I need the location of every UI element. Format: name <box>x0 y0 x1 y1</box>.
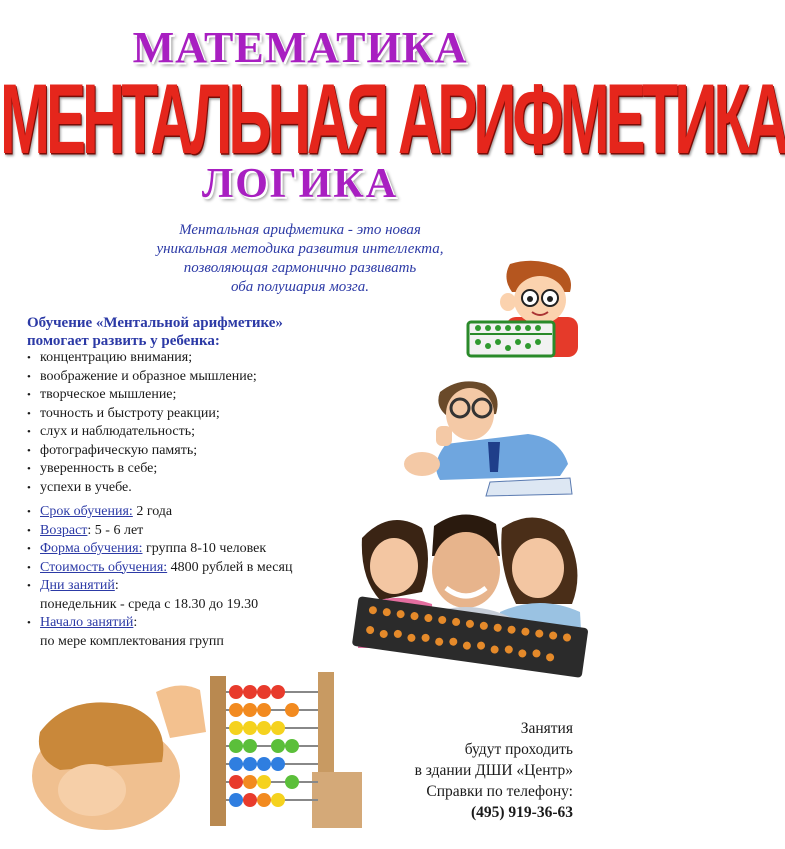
skills-heading-line1: Обучение «Ментальной арифметике» <box>27 315 283 331</box>
list-item: • воображение и образное мышление; <box>27 368 257 387</box>
detail-label: Стоимость обучения: <box>40 559 168 575</box>
title-logic: ЛОГИКА <box>201 161 399 207</box>
contact-line: Занятия <box>520 720 573 737</box>
detail-duration <box>27 503 292 522</box>
intro-line: уникальная методика развития интеллекта, <box>156 241 444 257</box>
detail-value: : 5 - 6 лет <box>87 522 144 538</box>
detail-format <box>27 540 292 559</box>
detail-value: 2 года <box>132 504 173 519</box>
course-details-list <box>27 503 292 651</box>
list-item: • фотографическую память; <box>27 442 257 461</box>
contact-phone: (495) 919-36-63 <box>470 804 573 821</box>
contact-block <box>415 718 573 823</box>
list-item: • концентрацию внимания; <box>27 349 257 368</box>
child-wooden-abacus-photo <box>30 672 366 828</box>
list-item: • успехи в учебе. <box>27 479 257 498</box>
detail-label: Дни занятий <box>40 578 115 593</box>
list-item: • творческое мышление; <box>27 386 257 405</box>
detail-age <box>27 522 292 541</box>
cartoon-boy-abacus-image <box>466 262 584 362</box>
title-mental-arithmetic: МЕНТАЛЬНАЯ АРИФМЕТИКА <box>0 63 785 175</box>
detail-value: 4800 рублей в месяц <box>167 559 293 575</box>
contact-line: Справки по телефону: <box>426 783 573 800</box>
intro-paragraph <box>130 221 470 297</box>
skills-list <box>27 349 257 497</box>
skills-heading <box>27 314 283 350</box>
contact-line: будут проходить <box>464 741 573 758</box>
detail-label: Начало занятий <box>40 615 134 630</box>
detail-label: Форма обучения: <box>40 541 143 556</box>
list-item: • точность и быстроту реакции; <box>27 405 257 424</box>
intro-line: оба полушария мозга. <box>230 279 370 295</box>
title-mathematics: МАТЕМАТИКА <box>132 23 468 72</box>
detail-value: группа 8-10 человек <box>142 541 267 556</box>
detail-start-value: по мере комплектования групп <box>40 633 224 649</box>
intro-line: позволяющая гармонично развивать <box>183 260 417 276</box>
list-item: • слух и наблюдательность; <box>27 423 257 442</box>
detail-start <box>27 614 292 633</box>
contact-line: в здании ДШИ «Центр» <box>414 762 573 779</box>
detail-days <box>27 577 292 596</box>
detail-colon: : <box>114 578 119 593</box>
detail-days-value: понедельник - среда с 18.30 до 19.30 <box>40 596 259 612</box>
boy-lying-photo <box>410 372 574 502</box>
kids-with-abacus-photo <box>350 508 590 666</box>
detail-label: Возраст <box>40 522 88 538</box>
detail-label: Срок обучения: <box>40 504 133 519</box>
detail-colon: : <box>133 615 138 630</box>
intro-line: Ментальная арифметика - это новая <box>179 222 421 238</box>
skills-heading-line2: помогает развить у ребенка: <box>27 333 220 349</box>
detail-price <box>27 559 292 578</box>
list-item: • уверенность в себе; <box>27 460 257 479</box>
